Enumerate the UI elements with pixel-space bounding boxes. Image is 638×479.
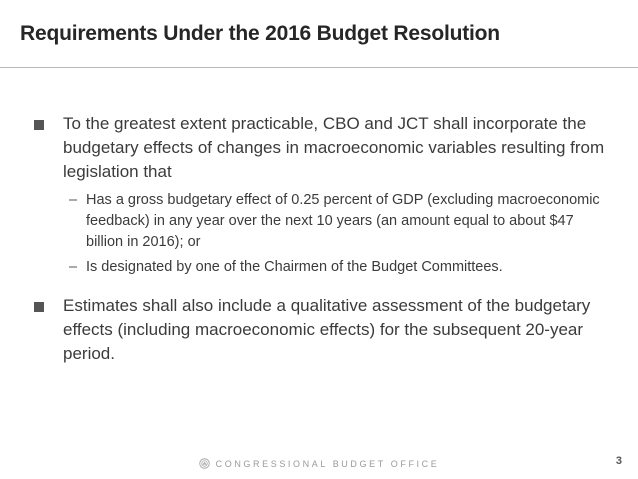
slide-title: Requirements Under the 2016 Budget Resolution xyxy=(20,22,500,45)
subbullet-item-1 xyxy=(63,190,614,253)
subbullet-item-2 xyxy=(63,257,614,278)
bullet-item-2 xyxy=(34,294,614,366)
bullet-text-2: Estimates shall also include a qualitative assessment of the budgetary effects (including macroeconomic effects) for the subsequent 20-year period. xyxy=(63,296,591,363)
cbo-seal-icon xyxy=(199,458,210,469)
bullet-item-1 xyxy=(34,112,614,278)
title-divider xyxy=(0,67,638,68)
bullet-text-1: To the greatest extent practicable, CBO and JCT shall incorporate the budgetary effects of changes in macroeconomic variables resulting from legislation that xyxy=(63,114,605,181)
footer-agency-name: CONGRESSIONAL BUDGET OFFICE xyxy=(215,459,440,469)
subbullet-list xyxy=(63,190,614,278)
dash-bullet-icon: – xyxy=(69,192,78,208)
subbullet-text-2: Is designated by one of the Chairmen of the Budget Committees. xyxy=(86,259,503,275)
square-bullet-icon xyxy=(34,302,44,312)
square-bullet-icon xyxy=(34,120,44,130)
slide-content xyxy=(34,112,614,366)
dash-bullet-icon: – xyxy=(69,259,78,275)
footer xyxy=(0,458,638,469)
page-number: 3 xyxy=(615,455,622,467)
subbullet-text-1: Has a gross budgetary effect of 0.25 percent of GDP (excluding macroeconomic feedback) in any year over the next 10 years (an amount equal to about $47 billion in 2016); or xyxy=(86,192,600,250)
